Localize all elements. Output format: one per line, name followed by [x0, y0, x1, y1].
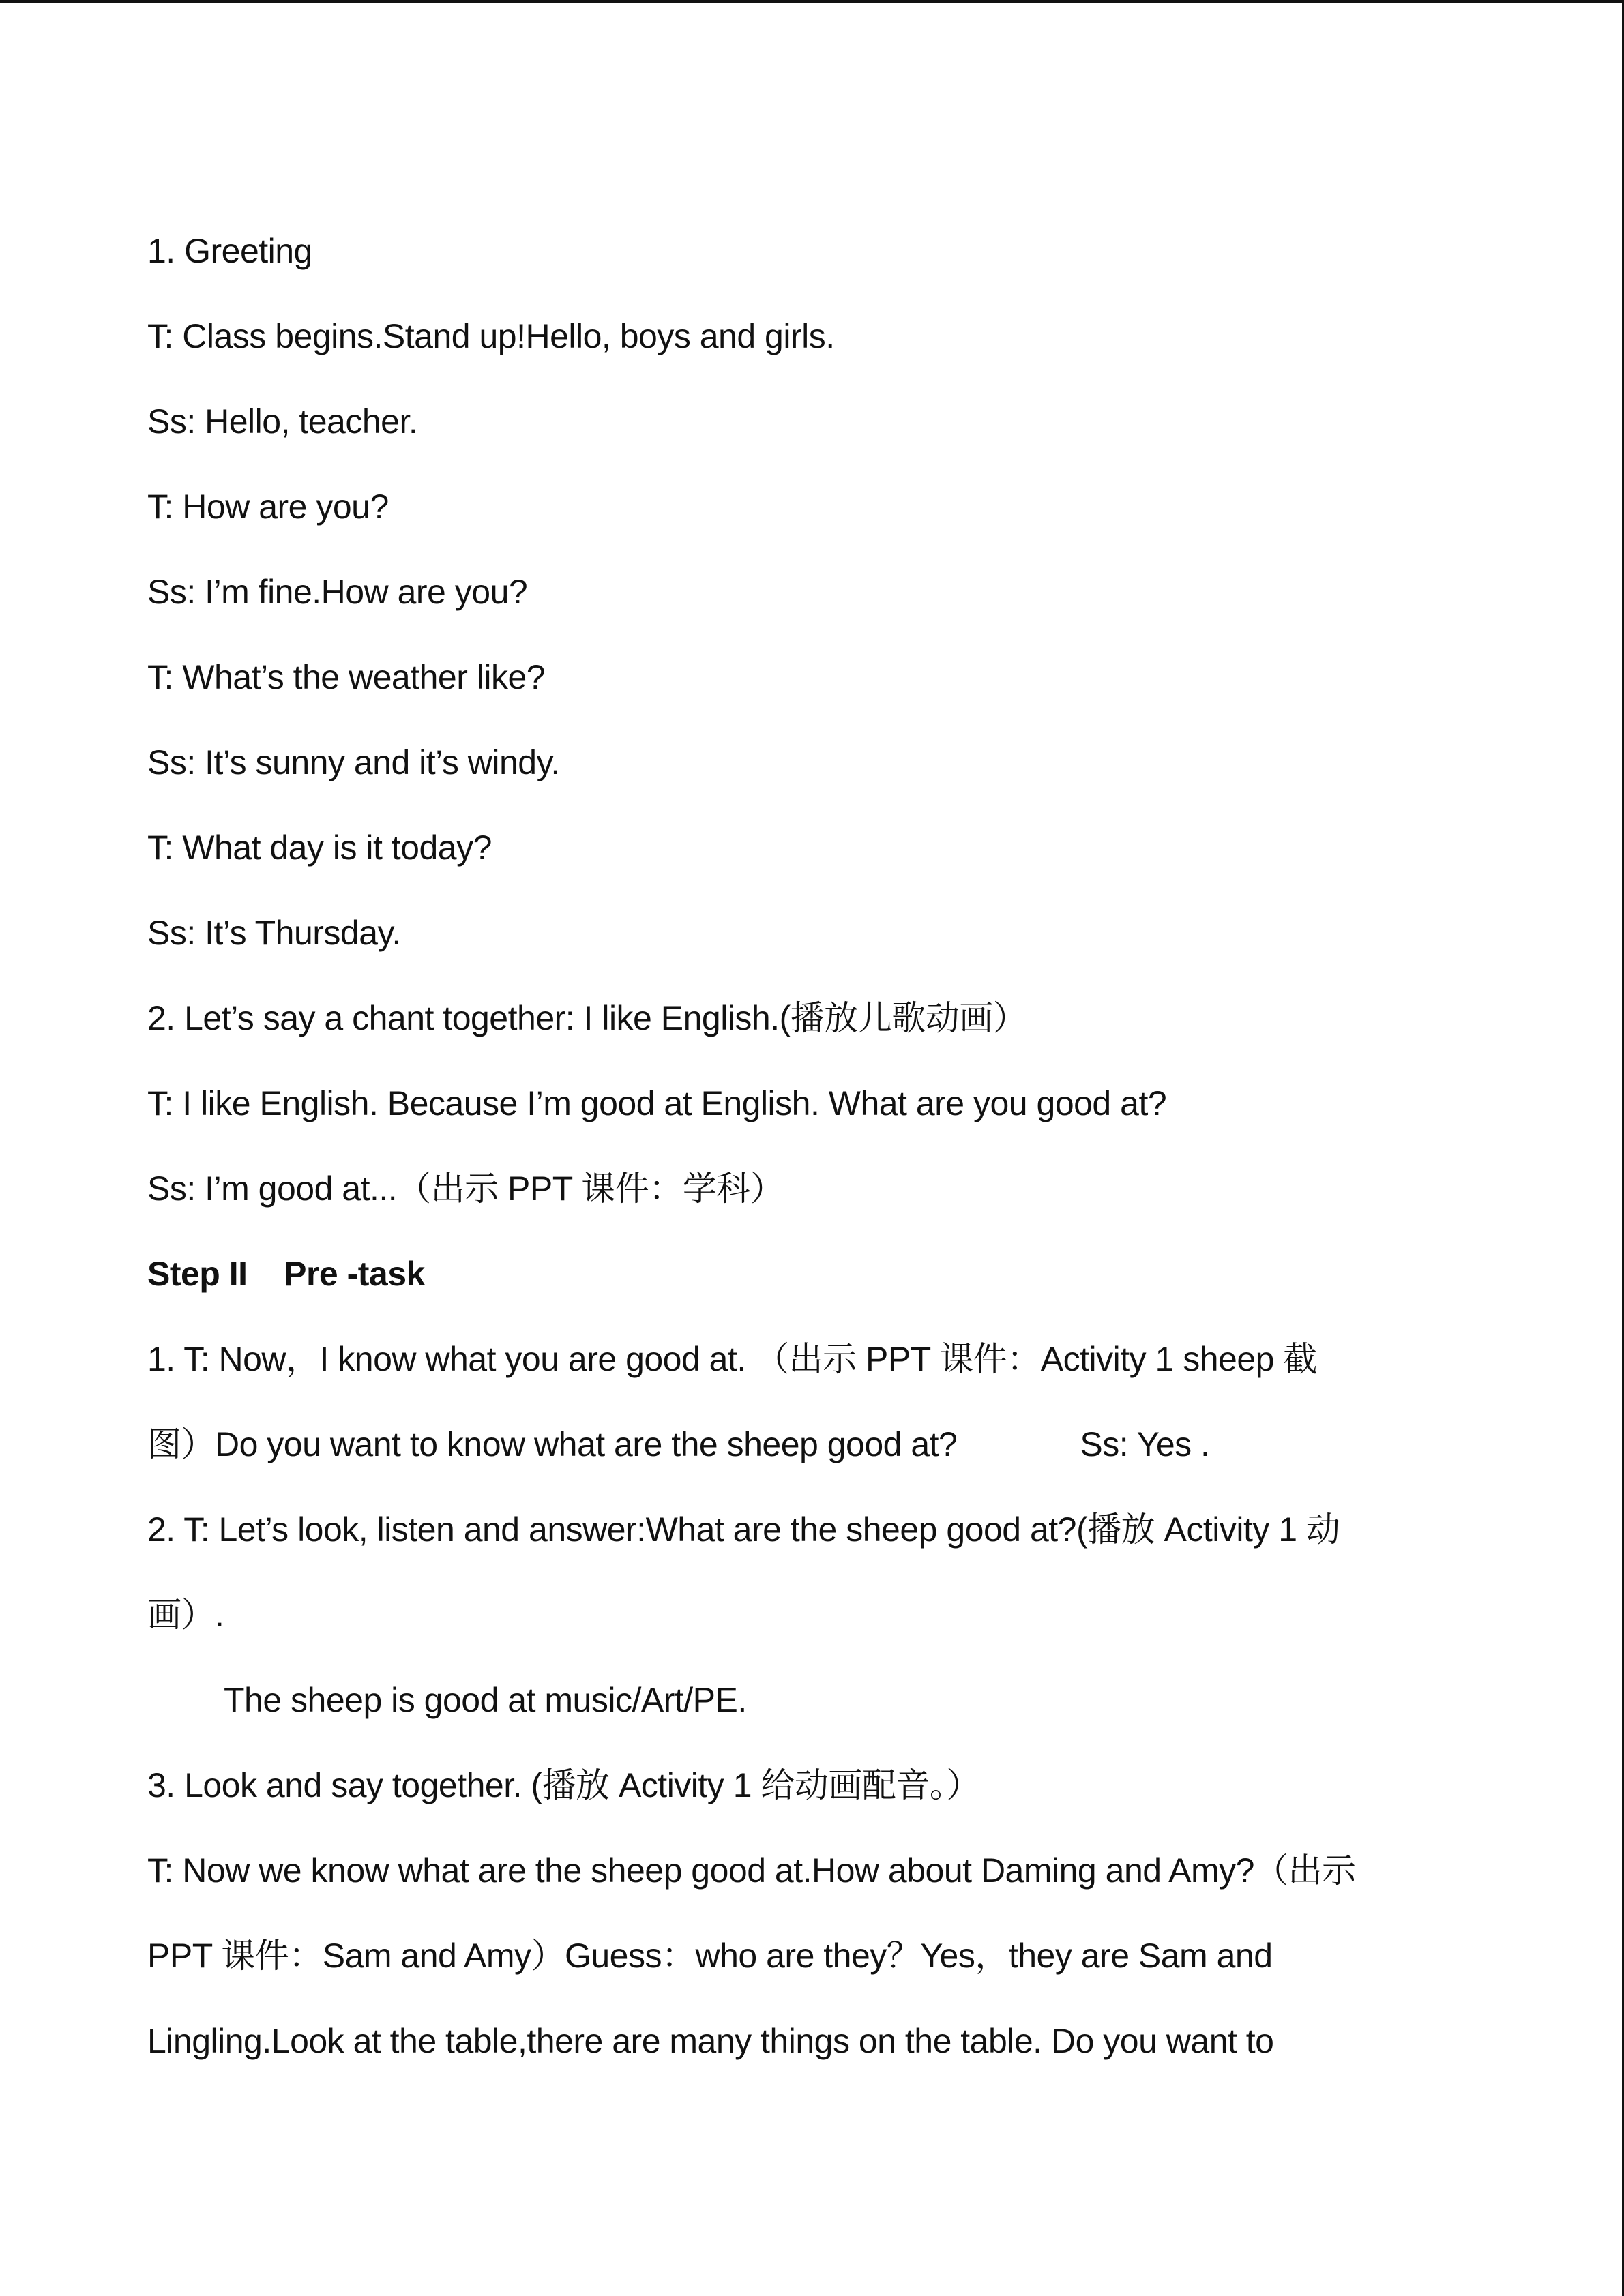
paragraph-2-answer: The sheep is good at music/Art/PE.: [224, 1681, 747, 1719]
dialogue-line: T: How are you?: [147, 488, 389, 526]
dialogue-line: T: I like English. Because I’m good at English. What are you good at?: [147, 1084, 1167, 1122]
paragraph-1-line-2: [147, 1402, 1430, 1487]
paragraph-3: 3. Look and say together. (播放 Activity 1 给动画配音。）: [147, 1766, 980, 1804]
greeting-heading: 1. Greeting: [147, 232, 312, 270]
paragraph-4-line-3: Lingling.Look at the table,there are many things on the table. Do you want to: [147, 2022, 1274, 2060]
dialogue-line: Ss: It’s sunny and it’s windy.: [147, 743, 560, 781]
paragraph-2-line-1: 2. T: Let’s look, listen and answer:What are the sheep good at?(播放 Activity 1 动: [147, 1510, 1340, 1549]
chant-instruction: 2. Let’s say a chant together: I like English.(播放儿歌动画）: [147, 999, 1027, 1037]
paragraph-1-answer: Ss: Yes .: [1080, 1425, 1210, 1463]
dialogue-line: T: What’s the weather like?: [147, 658, 546, 696]
paragraph-1-line-1: 1. T: Now，I know what you are good at. （出示 PPT 课件：Activity 1 sheep 截: [147, 1340, 1317, 1378]
dialogue-line: Ss: It’s Thursday.: [147, 914, 401, 952]
dialogue-line: T: What day is it today?: [147, 829, 492, 867]
paragraph-2-line-2: 画）.: [147, 1596, 224, 1634]
dialogue-line: T: Class begins.Stand up!Hello, boys and girls.: [147, 317, 835, 355]
step-heading: Step II Pre -task: [147, 1255, 425, 1293]
page-top-border: [0, 0, 1624, 3]
paragraph-1-question: 图）Do you want to know what are the sheep good at?: [147, 1425, 958, 1463]
document-page: [147, 209, 1430, 2084]
dialogue-line: Ss: I’m good at...（出示 PPT 课件：学科）: [147, 1169, 784, 1208]
paragraph-4-line-1: T: Now we know what are the sheep good at.How about Daming and Amy?（出示: [147, 1851, 1356, 1890]
dialogue-line: Ss: Hello, teacher.: [147, 402, 418, 441]
paragraph-4-line-2: PPT 课件：Sam and Amy）Guess：who are they？Yes，they are Sam and: [147, 1937, 1273, 1975]
dialogue-line: Ss: I’m fine.How are you?: [147, 573, 528, 611]
